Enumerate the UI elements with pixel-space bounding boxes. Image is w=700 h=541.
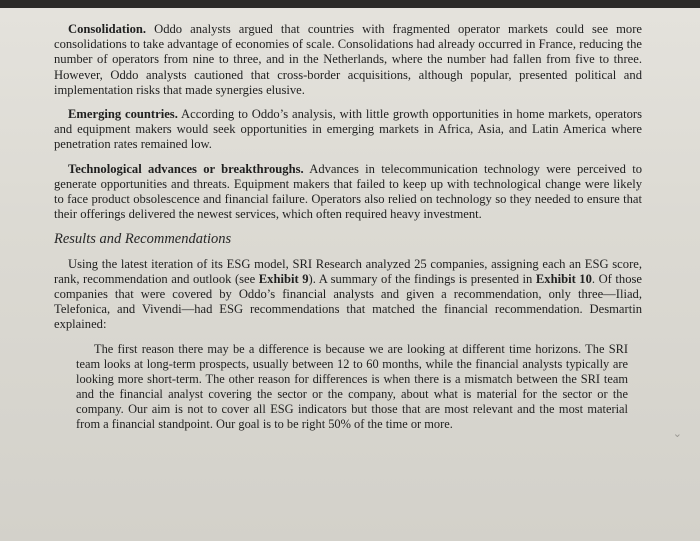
lead-emerging-countries: Emerging countries. — [68, 107, 178, 122]
text-emerging-countries: According to Oddo’s analysis, with little growth opportunities in home markets, operators and equipment makers would seek opportunities in emerging markets in Africa, Asia, and Latin America where penetration rates remained low. — [54, 107, 642, 152]
results-text-part1: Using the latest iteration of its ESG model, SRI Research analyzed 25 companies, assigning each an ESG score, rank, recommendation and outlook (see — [54, 256, 642, 286]
document-content — [54, 22, 642, 432]
exhibit-10-reference: Exhibit 10 — [535, 271, 592, 286]
photo-top-edge — [0, 0, 700, 8]
paragraph-results — [54, 257, 642, 333]
paragraph-consolidation — [54, 22, 642, 98]
exhibit-9-reference: Exhibit 9 — [258, 271, 309, 286]
chevron-down-icon[interactable]: ⌄ — [672, 427, 682, 440]
desmartin-quote: The first reason there may be a difference is because we are looking at different time horizons. The SRI team looks at long-term prospects, usually between 12 to 60 months, while the financial analysts typically are looking more short-term. The other reason for differences is when there is a mismatch between the SRI team and the financial analyst covering the sector or the company, about what is material for the sector or the company. Our aim is not to cover all ESG indicators but those that are most relevant and the most material from a financial standpoint. Our goal is to be right 50% of the time or more. — [76, 341, 628, 431]
paragraph-technological-advances — [54, 162, 642, 223]
results-text-part3: . Of those companies that were covered by Oddo’s financial analysts and given a recommendation, only three—Iliad, Telefonica, and Vivendi—had ESG recommendations that matched the financial recommendation. Desmartin explained: — [54, 271, 642, 332]
paragraph-emerging-countries — [54, 107, 642, 153]
lead-technological-advances: Technological advances or breakthroughs. — [68, 161, 304, 176]
section-heading-results: Results and Recommendations — [54, 231, 232, 248]
document-page — [0, 8, 700, 541]
lead-consolidation: Consolidation. — [68, 22, 147, 36]
text-technological-advances: Advances in telecommunication technology were perceived to generate opportunities and threats. Equipment makers that failed to keep up with technological change were likely to face product obsolescence and financial failure. Operators also relied on technology so they needed to ensure that their offerings delivered the newest services, which often required heavy investment. — [54, 161, 642, 222]
results-text-part2: ). A summary of the findings is presented in — [308, 271, 536, 286]
text-consolidation: Oddo analysts argued that countries with fragmented operator markets could see more consolidations to take advantage of economies of scale. Consolidations had already occurred in France, reducing the number of operators from nine to three, and in the Netherlands, where the number had fallen from five to three. However, Oddo analysts cautioned that cross-border acquisitions, although popular, presented political and implementation risks that made synergies elusive. — [54, 22, 642, 97]
